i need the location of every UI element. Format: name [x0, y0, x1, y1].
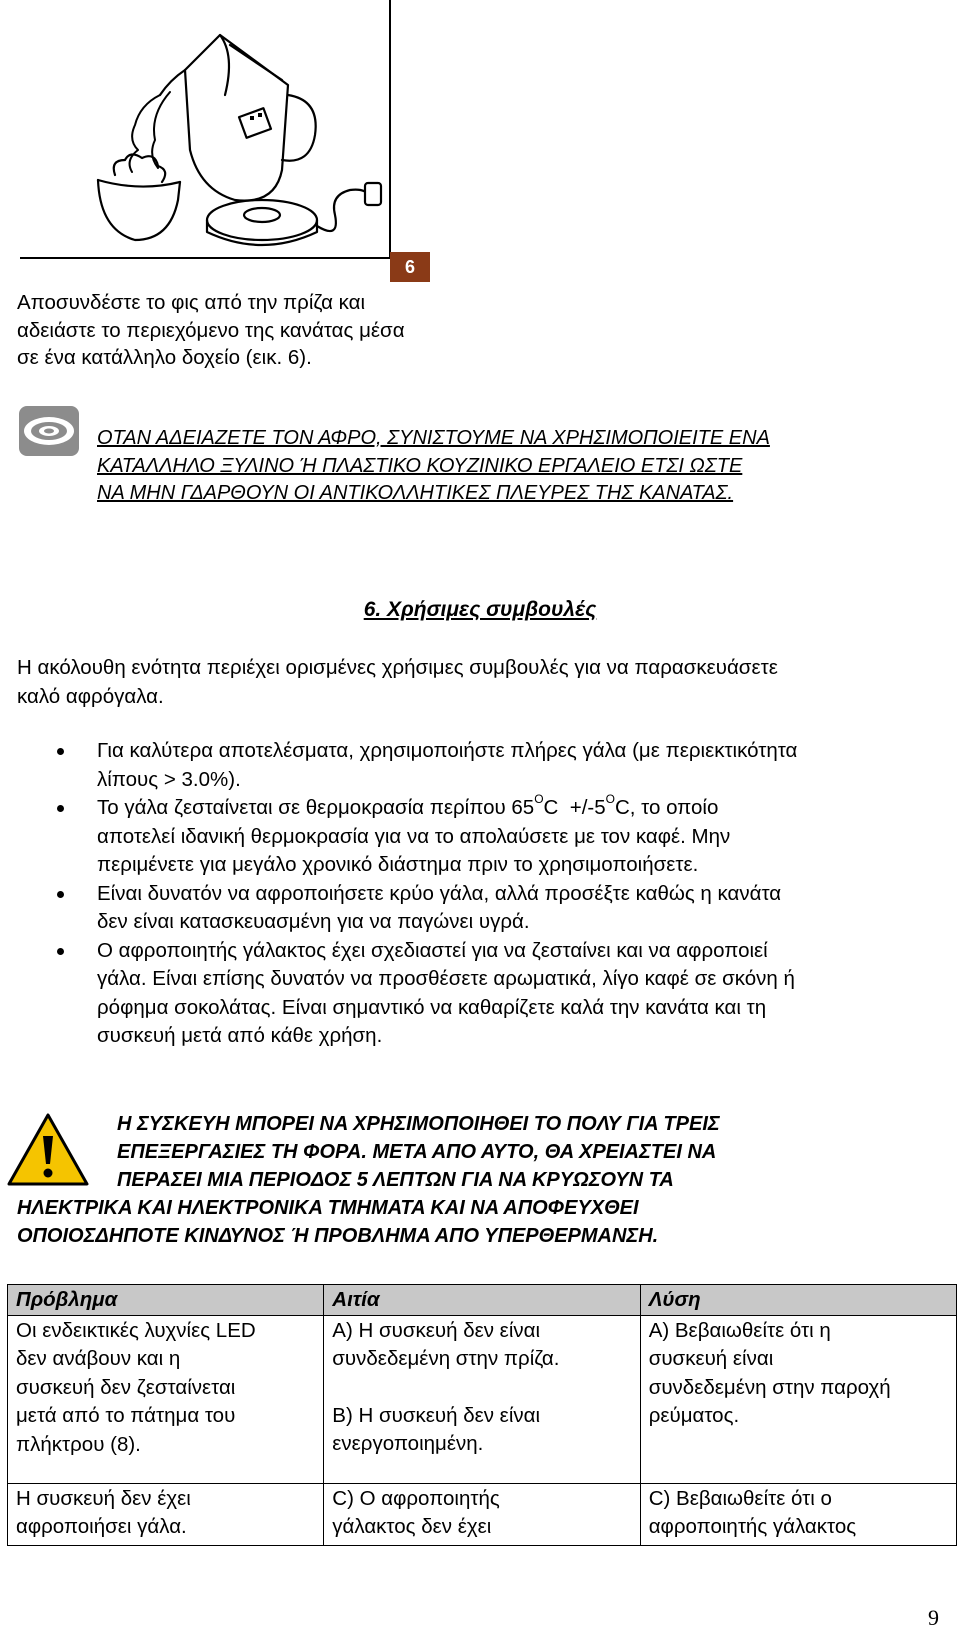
note-line: ΚΑΤΑΛΛΗΛΟ ΞΥΛΙΝΟ Ή ΠΛΑΣΤΙΚΟ ΚΟΥΖΙΝΙΚΟ ΕΡΓΑΛΕΙΟ ΕΤΣΙ ΩΣΤΕ [97, 454, 743, 477]
cell-line: μετά από το πάτημα του [16, 1404, 236, 1427]
solution-cell [640, 1483, 956, 1545]
table-header-row [8, 1285, 957, 1316]
note-line: ΟΤΑΝ ΑΔΕΙΑΖΕΤΕ ΤΟΝ ΑΦΡΟ, ΣΥΝΙΣΤΟΥΜΕ ΝΑ ΧΡΗΣΙΜΟΠΟΙΕΙΤΕ ΕΝΑ [97, 427, 770, 449]
warning-text [17, 1110, 917, 1250]
instruction-line: Αποσυνδέστε το φις από την πρίζα και [17, 291, 366, 314]
cell-line: Οι ενδεικτικές λυχνίες LED [16, 1318, 256, 1342]
cell-line: Α) Η συσκευή δεν είναι [332, 1318, 541, 1342]
temp-text: C, το οποίο [614, 796, 719, 819]
cell-line: συσκευή είναι [648, 1347, 774, 1370]
tip-line: λίπους > 3.0%). [97, 767, 241, 791]
cell-line: C) Ο αφροποιητής [332, 1486, 500, 1510]
bullet-icon [57, 891, 64, 898]
tip-line: Είναι δυνατόν να αφροποιήσετε κρύο γάλα, αλλά προσέξτε καθώς η κανάτα [97, 881, 782, 905]
column-header-solution: Λύση [640, 1285, 956, 1316]
note-text [97, 425, 952, 508]
warning-line: ΗΛΕΚΤΡΙΚΑ ΚΑΙ ΗΛΕΚΤΡΟΝΙΚΑ ΤΜΗΜΑΤΑ ΚΑΙ ΝΑ ΑΠΟΦΕΥΧΘΕΙ [17, 1197, 639, 1219]
section-title: 6. Χρήσιμες συμβουλές [363, 598, 597, 621]
note-eye-icon [18, 405, 80, 457]
cell-line: Η συσκευή δεν έχει [16, 1486, 191, 1510]
tip-line: δεν είναι κατασκευασμένη για να παγώνει υγρά. [97, 910, 530, 933]
bullet-icon [57, 948, 64, 955]
temp-text: C +/-5 [543, 796, 606, 819]
cell-spacer [332, 1374, 631, 1402]
cell-line: Β) Η συσκευή δεν είναι [332, 1403, 541, 1427]
intro-line: Η ακόλουθη ενότητα περιέχει ορισμένες χρήσιμες συμβουλές για να παρασκευάσετε [17, 656, 778, 679]
note-line: ΝΑ ΜΗΝ ΓΔΑΡΘΟΥΝ ΟΙ ΑΝΤΙΚΟΛΛΗΤΙΚΕΣ ΠΛΕΥΡΕΣ ΤΗΣ ΚΑΝΑΤΑΣ. [97, 482, 734, 504]
cell-line: ενεργοποιημένη. [332, 1432, 484, 1455]
cause-cell [324, 1483, 640, 1545]
bullet-icon [57, 748, 64, 755]
milk-frother-pouring-illustration [20, 0, 430, 265]
tip-line: Για καλύτερα αποτελέσματα, χρησιμοποιήστε πλήρες γάλα (με περιεκτικότητα [97, 739, 798, 762]
section-intro [17, 654, 947, 711]
problem-cell [8, 1315, 324, 1483]
tip-line: περιμένετε για μεγάλο χρονικό διάστημα πριν το χρησιμοποιήσετε. [97, 853, 699, 876]
degree-superscript: O [534, 792, 544, 806]
troubleshooting-table [7, 1284, 957, 1546]
cell-line: ρεύματος. [648, 1404, 740, 1427]
cell-line: γάλακτος δεν έχει [332, 1515, 492, 1538]
table-row [8, 1483, 957, 1545]
warning-line: ΟΠΟΙΟΣΔΗΠΟΤΕ ΚΙΝΔΥΝΟΣ Ή ΠΡΟΒΛΗΜΑ ΑΠΟ ΥΠΕΡΘΕΡΜΑΝΣΗ. [17, 1225, 659, 1247]
cell-line: πλήκτρου (8). [16, 1432, 141, 1456]
tip-line: αποτελεί ιδανική θερμοκρασία για να το απολαύσετε με τον καφέ. Μην [97, 824, 731, 848]
warning-line: Η ΣΥΣΚΕΥΗ ΜΠΟΡΕΙ ΝΑ ΧΡΗΣΙΜΟΠΟΙΗΘΕΙ ΤΟ ΠΟΛΥ ΓΙΑ ΤΡΕΙΣ [117, 1113, 720, 1135]
cause-cell [324, 1315, 640, 1483]
cell-line: αφροποιήσει γάλα. [16, 1515, 187, 1538]
cell-line: αφροποιητής γάλακτος [648, 1515, 857, 1538]
list-item [57, 937, 947, 1051]
column-header-cause: Αιτία [324, 1285, 640, 1316]
tip-line: συσκευή μετά από κάθε χρήση. [97, 1024, 383, 1047]
cell-line: Α) Βεβαιωθείτε ότι η [648, 1318, 831, 1342]
instruction-line: σε ένα κατάλληλο δοχείο (εικ. 6). [17, 346, 312, 369]
tip-line: Ο αφροποιητής γάλακτος έχει σχεδιαστεί για να ζεσταίνει και να αφροποιεί [97, 938, 768, 962]
tip-line [97, 794, 947, 823]
degree-superscript: O [605, 792, 615, 806]
bullet-icon [57, 805, 64, 812]
tips-list [57, 737, 947, 1051]
tip-line: ρόφημα σοκολάτας. Είναι σημαντικό να καθαρίζετε καλά την κανάτα και τη [97, 995, 767, 1019]
solution-cell [640, 1315, 956, 1483]
page-number: 9 [928, 1605, 939, 1630]
warning-line: ΕΠΕΞΕΡΓΑΣΙΕΣ ΤΗ ΦΟΡΑ. ΜΕΤΑ ΑΠΟ ΑΥΤΟ, ΘΑ ΧΡΕΙΑΣΤΕΙ ΝΑ [117, 1141, 717, 1163]
instruction-paragraph [17, 289, 497, 372]
cell-line: συνδεδεμένη στην παροχή [648, 1375, 891, 1399]
cell-line: συνδεδεμένη στην πρίζα. [332, 1347, 560, 1370]
list-item [57, 794, 947, 880]
column-header-problem: Πρόβλημα [8, 1285, 324, 1316]
warning-line: ΠΕΡΑΣΕΙ ΜΙΑ ΠΕΡΙΟΔΟΣ 5 ΛΕΠΤΩΝ ΓΙΑ ΝΑ ΚΡΥΩΣΟΥΝ ΤΑ [117, 1169, 674, 1191]
instruction-line: αδειάστε το περιεχόμενο της κανάτας μέσα [17, 318, 405, 342]
problem-cell [8, 1483, 324, 1545]
temp-text: Το γάλα ζεσταίνεται σε θερμοκρασία περίπου 65 [97, 796, 535, 819]
tip-line: γάλα. Είναι επίσης δυνατόν να προσθέσετε αρωματικά, λίγο καφέ σε σκόνη ή [97, 967, 795, 990]
cell-line: συσκευή δεν ζεσταίνεται [16, 1375, 236, 1399]
figure-number-badge: 6 [390, 252, 430, 282]
cell-line: δεν ανάβουν και η [16, 1347, 181, 1370]
list-item [57, 880, 947, 937]
intro-line: καλό αφρόγαλα. [17, 684, 164, 708]
cell-line: C) Βεβαιωθείτε ότι ο [648, 1486, 832, 1510]
table-row [8, 1315, 957, 1483]
list-item [57, 737, 947, 794]
